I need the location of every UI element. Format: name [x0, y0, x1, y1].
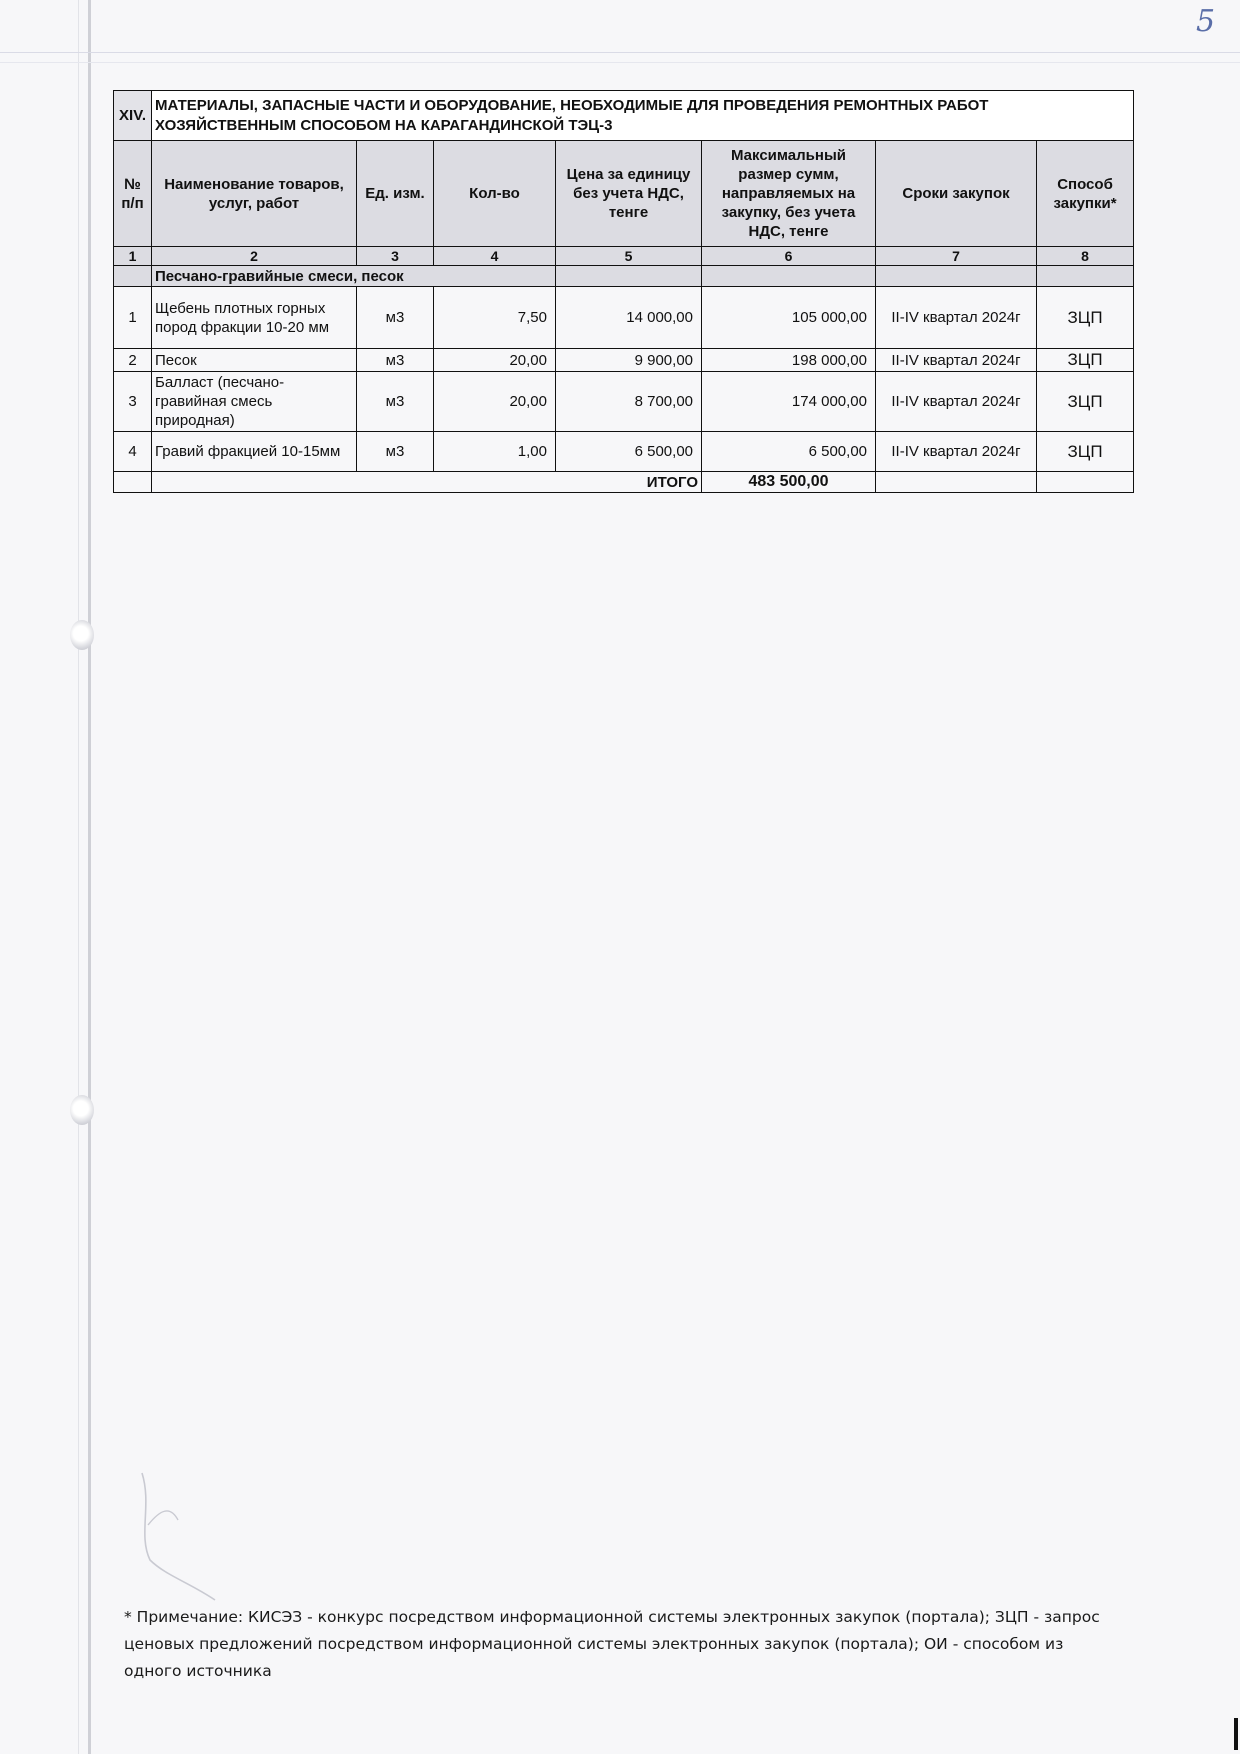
header-max-sum: Максимальный размер сумм, направляемых на закупку, без учета НДС, тенге	[702, 141, 876, 247]
section-header-row	[114, 91, 1134, 141]
item-quantity: 7,50	[434, 287, 556, 349]
item-period: II-IV квартал 2024г	[876, 372, 1037, 432]
item-method: ЗЦП	[1037, 372, 1134, 432]
page-edge-shadow	[78, 0, 79, 1754]
item-name: Гравий фракцией 10-15мм	[152, 432, 357, 472]
group-empty-cell	[1037, 266, 1134, 287]
group-empty-cell	[114, 266, 152, 287]
header-unit: Ед. изм.	[357, 141, 434, 247]
item-sum: 198 000,00	[702, 349, 876, 372]
total-row	[114, 472, 1134, 493]
row-number: 1	[114, 287, 152, 349]
header-period: Сроки закупок	[876, 141, 1037, 247]
item-price: 6 500,00	[556, 432, 702, 472]
total-empty-cell	[114, 472, 152, 493]
column-number: 6	[702, 247, 876, 266]
column-number: 5	[556, 247, 702, 266]
item-sum: 174 000,00	[702, 372, 876, 432]
column-header-row	[114, 141, 1134, 247]
column-number: 7	[876, 247, 1037, 266]
footnote: * Примечание: КИСЭЗ - конкурс посредством информационной системы электронных закупок (портала); ЗЦП - запрос ценовых предложений посредством информационной системы электронных закупок (портала); ОИ - способом из одного источника	[124, 1608, 1100, 1680]
procurement-table	[113, 90, 1134, 493]
item-unit: м3	[357, 349, 434, 372]
item-quantity: 20,00	[434, 372, 556, 432]
section-number: XIV.	[114, 91, 152, 141]
table-row	[114, 372, 1134, 432]
total-empty-cell	[876, 472, 1037, 493]
item-period: II-IV квартал 2024г	[876, 349, 1037, 372]
item-price: 8 700,00	[556, 372, 702, 432]
header-method: Способ закупки*	[1037, 141, 1134, 247]
header-quantity: Кол-во	[434, 141, 556, 247]
item-price: 9 900,00	[556, 349, 702, 372]
item-method: ЗЦП	[1037, 349, 1134, 372]
row-number: 3	[114, 372, 152, 432]
group-row	[114, 266, 1134, 287]
table-row	[114, 349, 1134, 372]
column-number: 3	[357, 247, 434, 266]
item-period: II-IV квартал 2024г	[876, 287, 1037, 349]
total-value: 483 500,00	[702, 472, 876, 493]
item-unit: м3	[357, 287, 434, 349]
scan-line-top-secondary	[0, 62, 1240, 63]
item-name: Щебень плотных горных пород фракции 10-20 мм	[152, 287, 357, 349]
column-number: 4	[434, 247, 556, 266]
item-method: ЗЦП	[1037, 287, 1134, 349]
item-sum: 6 500,00	[702, 432, 876, 472]
item-period: II-IV квартал 2024г	[876, 432, 1037, 472]
row-number: 4	[114, 432, 152, 472]
item-method: ЗЦП	[1037, 432, 1134, 472]
group-empty-cell	[702, 266, 876, 287]
item-quantity: 1,00	[434, 432, 556, 472]
item-name: Песок	[152, 349, 357, 372]
total-label: ИТОГО	[152, 472, 702, 493]
column-number: 8	[1037, 247, 1134, 266]
table-row	[114, 432, 1134, 472]
scan-line-top	[0, 52, 1240, 53]
punch-hole-lower	[70, 1095, 94, 1125]
corner-mark	[1234, 1718, 1238, 1750]
item-quantity: 20,00	[434, 349, 556, 372]
group-title: Песчано-гравийные смеси, песок	[152, 266, 556, 287]
item-unit: м3	[357, 432, 434, 472]
page-edge	[88, 0, 91, 1754]
header-unit-price: Цена за единицу без учета НДС, тенге	[556, 141, 702, 247]
item-name: Балласт (песчано-гравийная смесь природная)	[152, 372, 357, 432]
table-row	[114, 287, 1134, 349]
total-empty-cell	[1037, 472, 1134, 493]
row-number: 2	[114, 349, 152, 372]
item-price: 14 000,00	[556, 287, 702, 349]
header-name: Наименование товаров, услуг, работ	[152, 141, 357, 247]
column-number: 1	[114, 247, 152, 266]
item-unit: м3	[357, 372, 434, 432]
group-empty-cell	[556, 266, 702, 287]
handwritten-mark	[130, 1465, 240, 1605]
group-empty-cell	[876, 266, 1037, 287]
item-sum: 105 000,00	[702, 287, 876, 349]
section-title: МАТЕРИАЛЫ, ЗАПАСНЫЕ ЧАСТИ И ОБОРУДОВАНИЕ, НЕОБХОДИМЫЕ ДЛЯ ПРОВЕДЕНИЯ РЕМОНТНЫХ РАБОТ ХОЗЯЙСТВЕННЫМ СПОСОБОМ НА КАРАГАНДИНСКОЙ ТЭЦ-3	[152, 91, 1134, 141]
column-number-row	[114, 247, 1134, 266]
header-number: № п/п	[114, 141, 152, 247]
handwritten-page-number: 5	[1196, 4, 1216, 39]
punch-hole-upper	[70, 620, 94, 650]
column-number: 2	[152, 247, 357, 266]
